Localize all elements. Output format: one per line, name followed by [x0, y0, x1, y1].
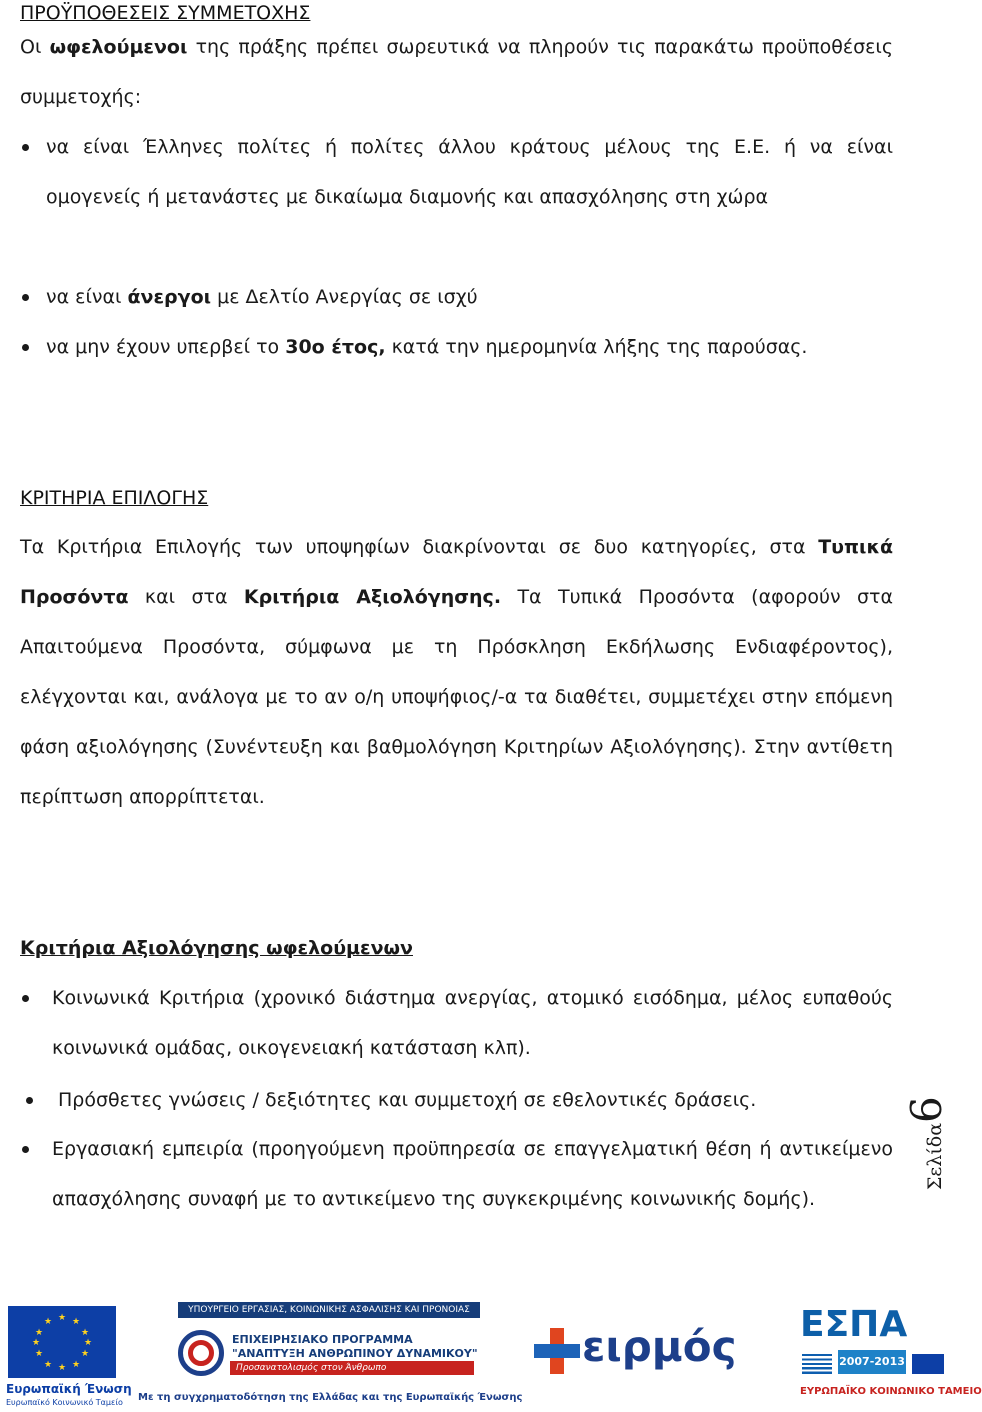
espa-wordmark: ΕΣΠΑ	[800, 1304, 908, 1345]
eu-fund-text: Ευρωπαϊκό Κοινωνικό Ταμείο	[6, 1398, 123, 1407]
criteria-bold-evaluation: Κριτήρια Αξιολόγησης.	[243, 586, 502, 608]
programme-title	[232, 1333, 478, 1361]
requirement-text: κατά την ημερομηνία λήξης της παρούσας.	[385, 336, 808, 358]
seirmos-logo	[534, 1320, 737, 1390]
criteria-text: και στα	[128, 586, 244, 608]
selection-criteria-paragraph	[20, 522, 893, 822]
bullet-icon	[26, 1097, 33, 1104]
bullet-icon	[22, 995, 29, 1002]
eu-name-text: Ευρωπαϊκή Ένωση	[6, 1382, 132, 1396]
evaluation-item-social: Κοινωνικά Κριτήρια (χρονικό διάστημα ανεργίας, ατομικό εισόδημα, μέλος ευπαθούς κοινωνικά ομάδας, οικογενειακή κατάσταση κλπ).	[52, 987, 893, 1059]
page-number-value: 6	[902, 1096, 951, 1123]
programme-logo-icon	[178, 1330, 224, 1376]
requirement-item-citizenship: να είναι Έλληνες πολίτες ή πολίτες άλλου κράτους μέλους της Ε.Ε. ή να είναι ομογενείς ή μετανάστες με δικαίωμα διαμονής και απασχόλησης στη χώρα	[46, 136, 893, 208]
section-heading-participation: ΠΡΟΫΠΟΘΕΣΕΙΣ ΣΥΜΜΕΤΟΧΗΣ	[20, 2, 311, 24]
ministry-banner: ΥΠΟΥΡΓΕΙΟ ΕΡΓΑΣΙΑΣ, ΚΟΙΝΩΝΙΚΗΣ ΑΣΦΑΛΙΣΗΣ ΚΑΙ ΠΡΟΝΟΙΑΣ	[178, 1302, 480, 1318]
requirement-bold: 30ο έτος,	[285, 336, 386, 358]
requirement-item-unemployed	[46, 272, 893, 322]
seirmos-wordmark: ειρμός	[582, 1322, 737, 1371]
requirement-item-age	[46, 322, 893, 372]
bullet-icon	[22, 344, 29, 351]
cofunding-text: Με τη συγχρηματοδότηση της Ελλάδας και της Ευρωπαϊκής Ένωσης	[138, 1392, 523, 1403]
programme-title-line1: ΕΠΙΧΕΙΡΗΣΙΑΚΟ ΠΡΟΓΡΑΜΜΑ	[232, 1333, 413, 1346]
requirement-text: να μην έχουν υπερβεί το	[46, 336, 286, 358]
section-heading-selection-criteria: ΚΡΙΤΗΡΙΑ ΕΠΙΛΟΓΗΣ	[20, 487, 209, 509]
bullet-icon	[22, 1146, 29, 1153]
criteria-text: Τα Κριτήρια Επιλογής των υποψηφίων διακρίνονται σε δυο κατηγορίες, στα	[20, 536, 819, 558]
espa-fund-text: ΕΥΡΩΠΑΪΚΟ ΚΟΙΝΩΝΙΚΟ ΤΑΜΕΙΟ	[800, 1386, 982, 1397]
greek-flag-icon	[802, 1354, 832, 1374]
page-number-label: Σελίδα	[924, 1122, 946, 1190]
intro-paragraph	[20, 22, 893, 122]
criteria-bold-qualifications: Τυπικά Προσόντα	[20, 536, 893, 608]
espa-years: 2007-2013	[838, 1350, 906, 1374]
eu-flag-icon: ★ ★ ★ ★ ★ ★ ★ ★ ★ ★ ★ ★	[8, 1306, 116, 1378]
requirement-text: να είναι	[46, 286, 128, 308]
espa-logo	[800, 1304, 982, 1408]
evaluation-item-experience: Εργασιακή εμπειρία (προηγούμενη προϋπηρεσία σε επαγγελματική θέση ή αντικείμενο απασχόλησης συναφή με το αντικείμενο της συγκεκριμένης κοινωνικής δομής).	[52, 1138, 893, 1210]
requirement-text: με Δελτίο Ανεργίας σε ισχύ	[211, 286, 478, 308]
criteria-text: Τα Τυπικά Προσόντα (αφορούν στα Απαιτούμενα Προσόντα, σύμφωνα με τη Πρόσκληση Εκδήλωσης Ενδιαφέροντος), ελέγχονται και, ανάλογα με το αν ο/η υποψήφιος/-α τα διαθέτει, συμμετέχει στην επόμενη φάση αξιολόγησης (Συνέντευξη και βαθμολόγηση Κριτηρίων Αξιολόγησης). Στην αντίθετη περίπτωση απορρίπτεται.	[20, 586, 893, 808]
eu-logo	[6, 1302, 132, 1408]
intro-bold-beneficiaries: ωφελούμενοι	[49, 36, 188, 58]
intro-text-end: της πράξης πρέπει σωρευτικά να πληρούν τις παρακάτω προϋποθέσεις συμμετοχής:	[20, 36, 893, 108]
eu-flag-small-icon	[912, 1354, 944, 1374]
bullet-icon	[22, 144, 29, 151]
page-number	[902, 1096, 982, 1190]
programme-tagline: Προσανατολισμός στον Άνθρωπο	[230, 1361, 474, 1375]
bullet-icon	[22, 294, 29, 301]
programme-title-line2: "ΑΝΑΠΤΥΞΗ ΑΝΘΡΩΠΙΝΟΥ ΔΥΝΑΜΙΚΟΥ"	[232, 1347, 478, 1360]
section-heading-evaluation-criteria: Κριτήρια Αξιολόγησης ωφελούμενων	[20, 937, 413, 959]
intro-text-start: Οι	[20, 36, 50, 58]
evaluation-item-skills: Πρόσθετες γνώσεις / δεξιότητες και συμμετοχή σε εθελοντικές δράσεις.	[58, 1089, 757, 1111]
requirement-bold: άνεργοι	[127, 286, 212, 308]
funding-logos-footer	[0, 1300, 982, 1412]
